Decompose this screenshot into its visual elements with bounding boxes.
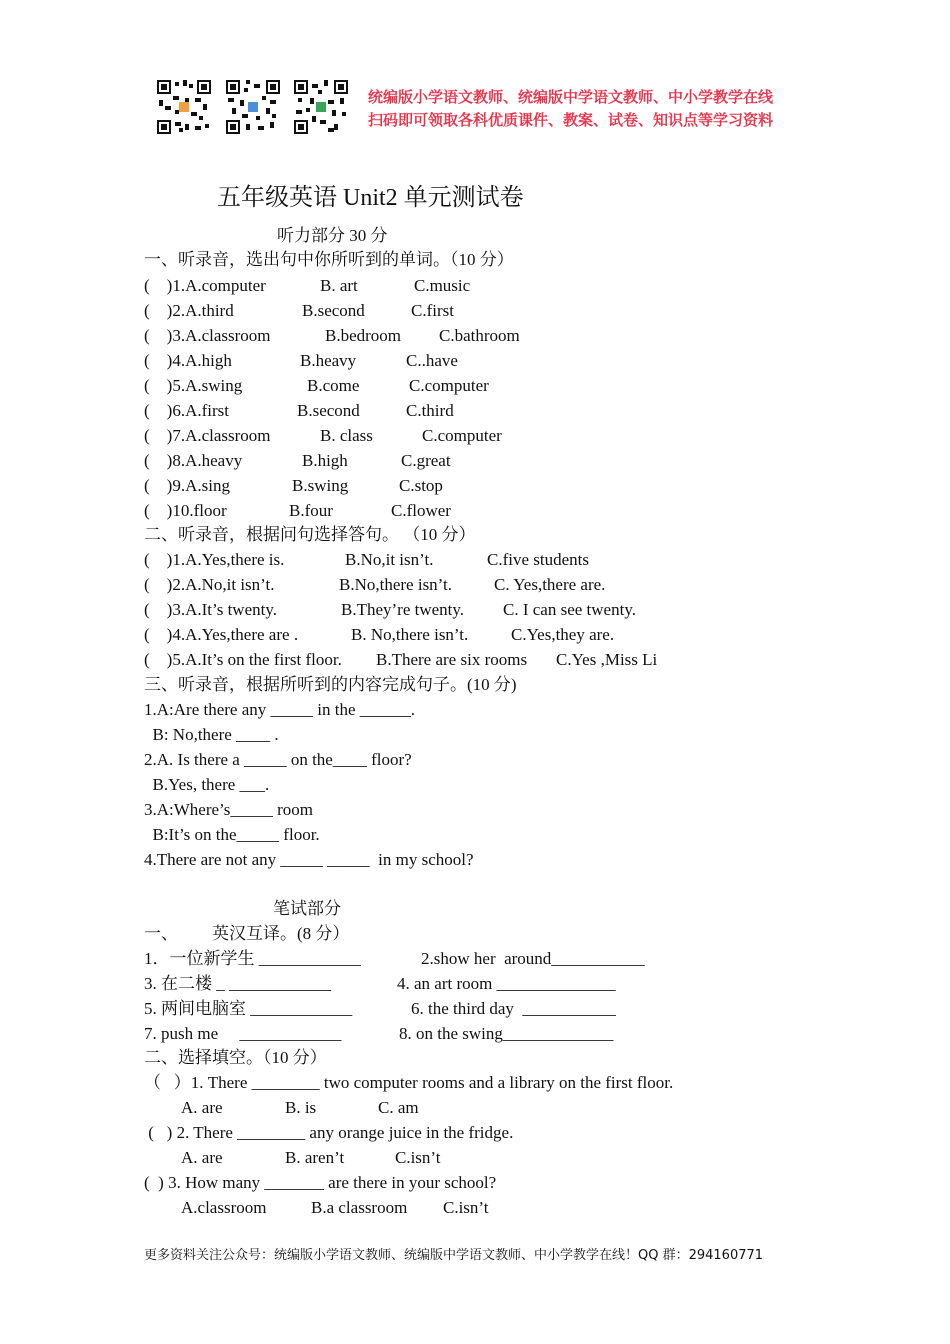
list-item: B.Yes, there ___. bbox=[144, 775, 270, 794]
banner-line-1: 统编版小学语文教师、统编版中学语文教师、中小学教学在线 bbox=[368, 88, 774, 106]
qr-code-3 bbox=[294, 80, 348, 134]
footer-note: 更多资料关注公众号：统编版小学语文教师、统编版中学语文教师、中小学教学在线！QQ 群：294160771 bbox=[144, 1248, 764, 1263]
qr-code-2 bbox=[226, 80, 280, 134]
question-stem: ( ) 2. There ________ any orange juice in the fridge. bbox=[144, 1123, 514, 1142]
question-stem: ( ) 3. How many _______ are there in your school? bbox=[144, 1173, 497, 1192]
listening-heading: 听力部分 30 分 bbox=[277, 226, 388, 245]
written-heading: 笔试部分 bbox=[273, 899, 341, 918]
listening-part1-heading: 一、听录音，选出句中你所听到的单词。（10 分） bbox=[144, 250, 514, 269]
banner-line-2: 扫码即可领取各科优质课件、教案、试卷、知识点等学习资料 bbox=[368, 111, 774, 129]
list-item: 3.A:Where’s_____ room bbox=[144, 800, 314, 819]
list-item: 4.There are not any _____ _____ in my school? bbox=[144, 850, 474, 869]
list-item: 1.A:Are there any _____ in the ______. bbox=[144, 700, 415, 719]
question-stem: （ ）1. There ________ two computer rooms and a library on the first floor. bbox=[144, 1073, 674, 1092]
list-item: 2.A. Is there a _____ on the____ floor? bbox=[144, 750, 412, 769]
list-item: B: No,there ____ . bbox=[144, 725, 279, 744]
listening-part2-heading: 二、听录音，根据问句选择答句。 （10 分） bbox=[144, 525, 476, 544]
page-title: 五年级英语 Unit2 单元测试卷 bbox=[217, 185, 524, 211]
list-item: B:It’s on the_____ floor. bbox=[144, 825, 320, 844]
qr-code-1 bbox=[157, 80, 211, 134]
listening-part3-heading: 三、听录音，根据所听到的内容完成句子。(10 分) bbox=[144, 675, 517, 694]
written-part2-heading: 二、选择填空。（10 分） bbox=[144, 1048, 327, 1067]
